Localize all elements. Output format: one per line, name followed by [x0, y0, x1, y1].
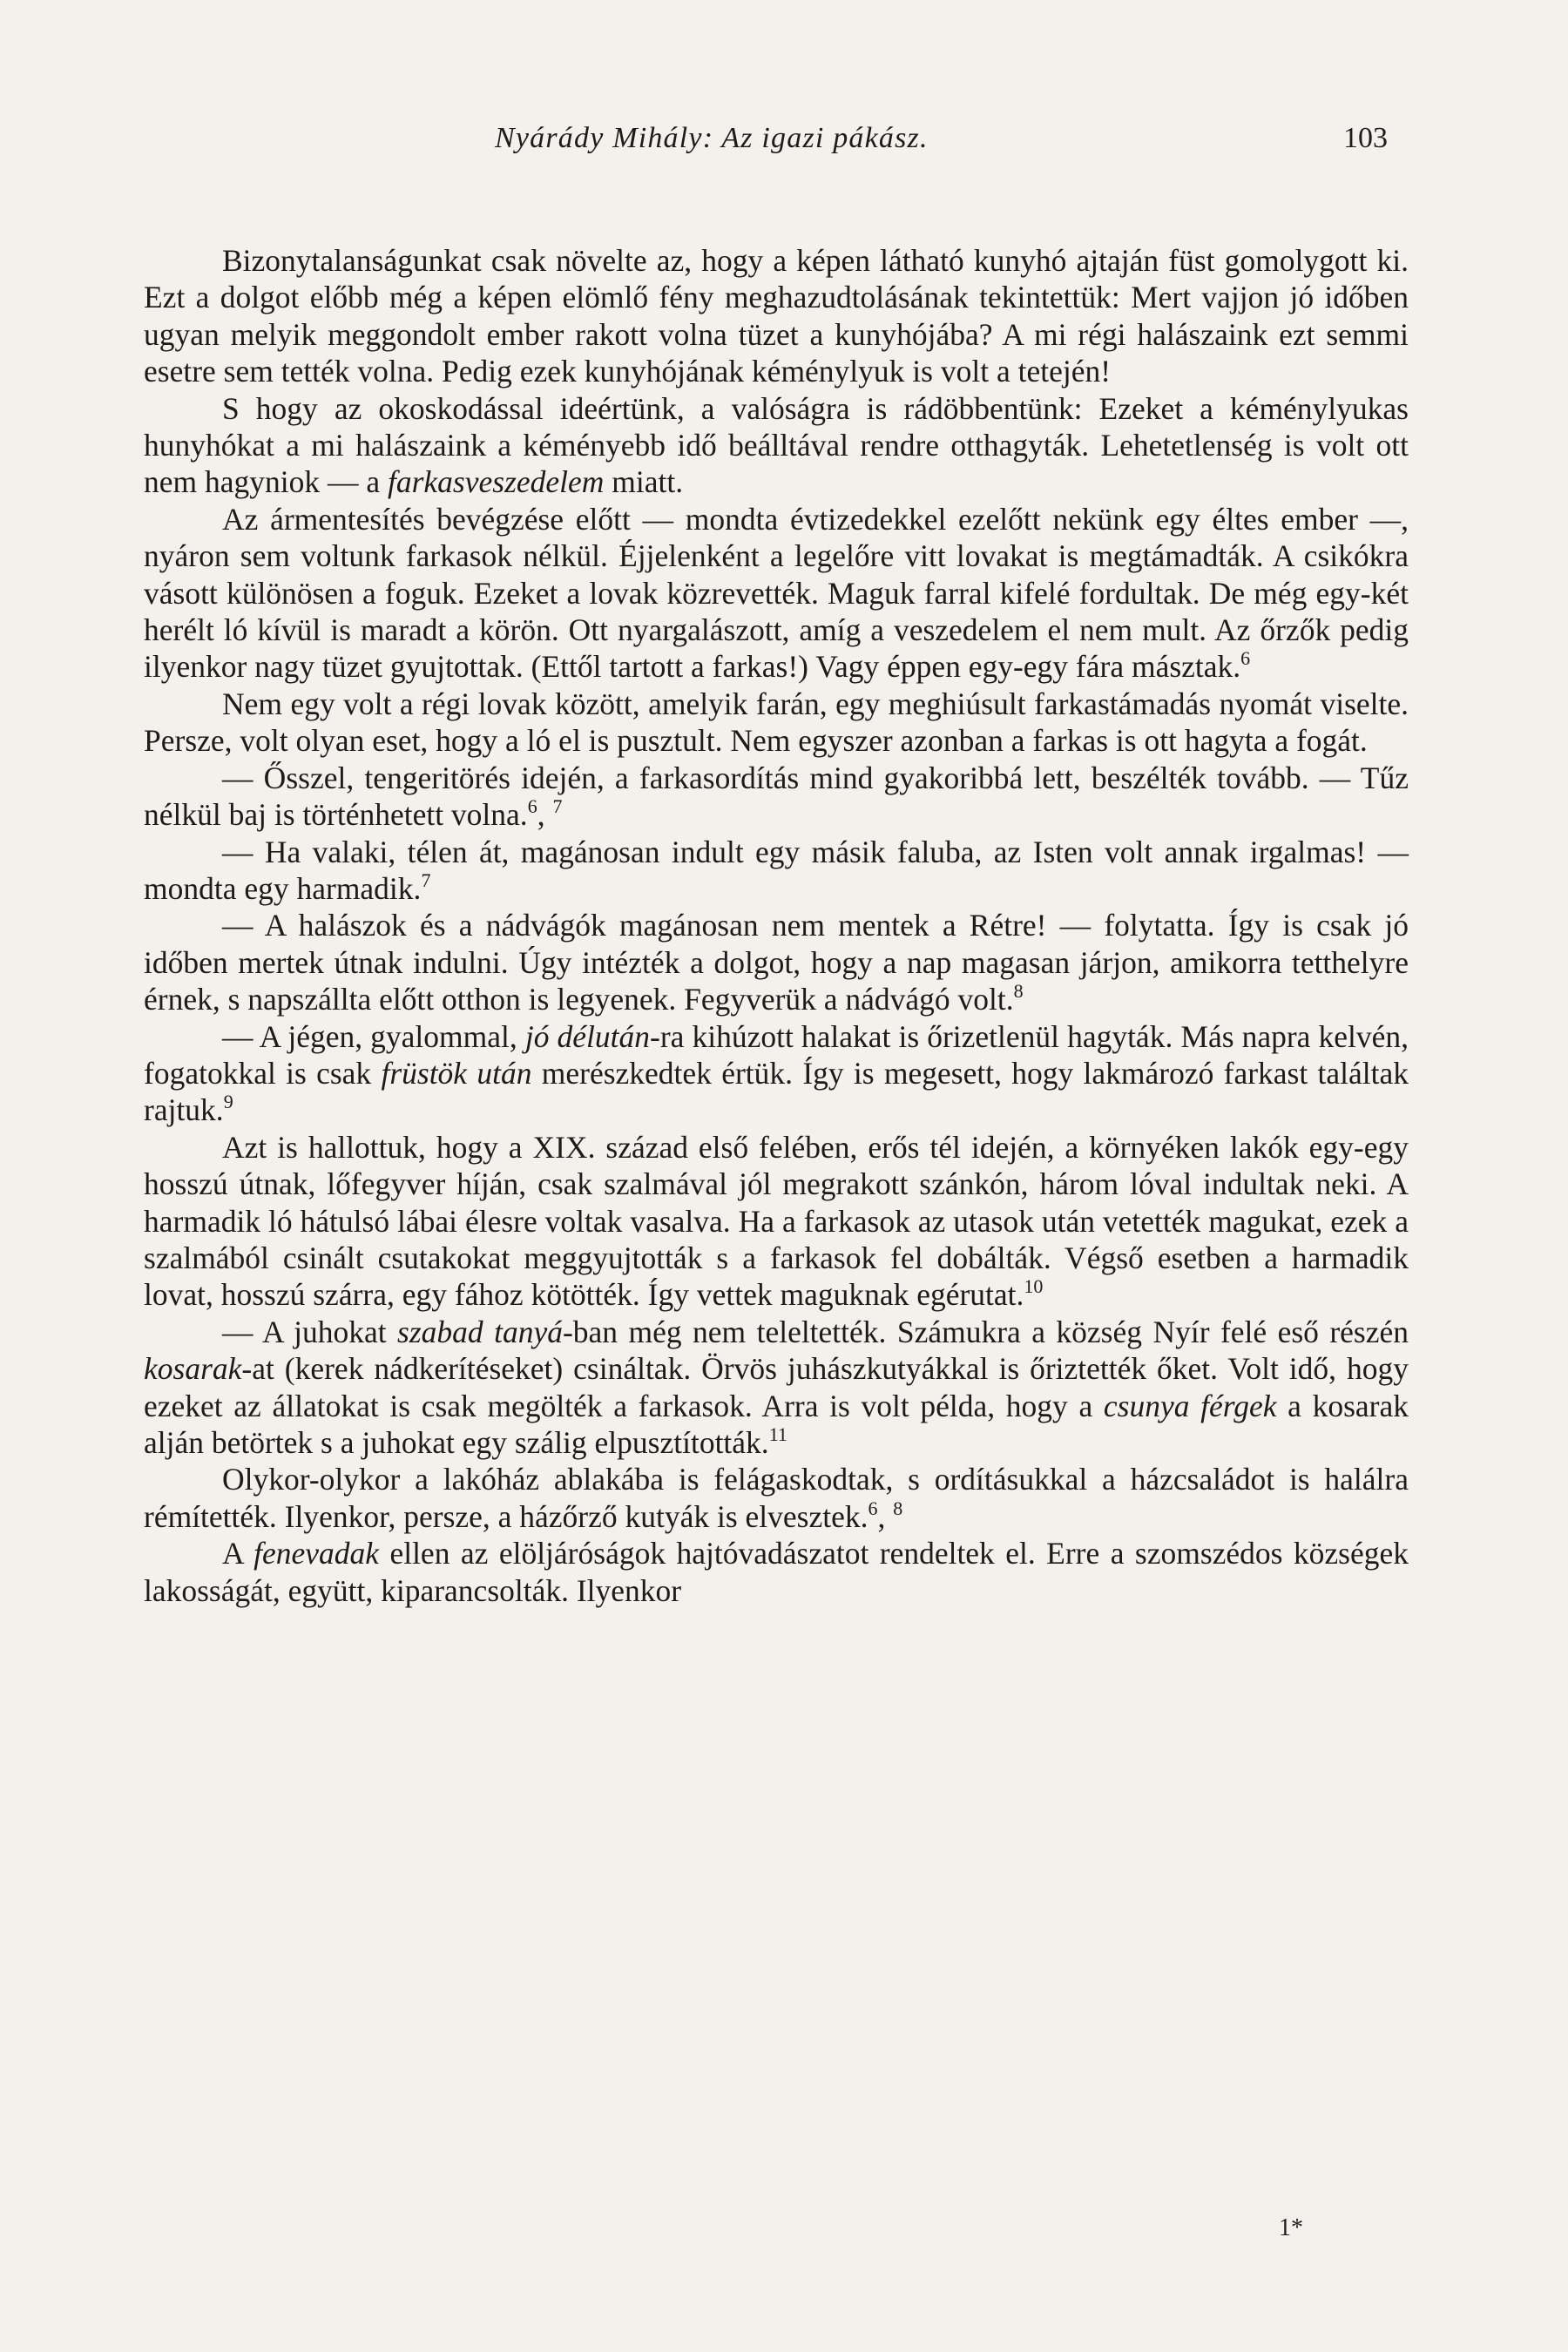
text-run: miatt.: [604, 464, 684, 500]
paragraph: [144, 760, 1409, 834]
running-head: Nyárády Mihály: Az igazi pákász.: [495, 122, 929, 154]
text-run: Olykor-olykor a lakóház ablakába is felágaskodtak, s ordításukkal a házcsaládot is halálra rémítették. Ilyenkor, persze, a házőrző kutyák is elvesztek.: [144, 1462, 1409, 1534]
signature-mark: 1*: [1279, 2214, 1303, 2241]
text-run: ,: [877, 1498, 894, 1534]
text-run: -ra kihúzott halakat is őrizetlenül hagyták. Más napra kelvén, fogatokkal is csak: [144, 1018, 1409, 1091]
text-run: — Ha valaki, télen át, magánosan indult egy másik faluba, az Isten volt annak irgalmas! — mondta egy harmadik.: [144, 834, 1409, 906]
text-run: merészkedtek értük. Így is megesett, hogy lakmározó farkast találtak rajtuk.: [144, 1055, 1409, 1128]
italic-term: früstök után: [381, 1055, 532, 1091]
italic-term: csunya férgek: [1103, 1388, 1277, 1423]
text-run: Azt is hallottuk, hogy a XIX. század első felében, erős tél idején, a környéken lakók egy-egy hosszú útnak, lőfegyver híján, csak szalmával jól megrakott szánkón, három lóval indultak neki. A harmadik ló hátulsó lábai élesre voltak vasalva. Ha a farkasok az utasok után vetették magukat, ezek a szalmából csinált csutakokat meggyujtották s a farkasok fel dobálták. Végső esetben a harmadik lovat, hosszú szárra, egy fához kötötték. Így vettek maguknak egérutat.: [144, 1129, 1409, 1313]
paragraph: [144, 1129, 1409, 1314]
page-header: [0, 122, 1568, 174]
footnote-ref: 9: [223, 1091, 233, 1113]
italic-term: farkasveszedelem: [388, 464, 605, 500]
text-run: Az ármentesítés bevégzése előtt — mondta évtizedekkel ezelőtt nekünk egy éltes ember —, nyáron sem voltunk farkasok nélkül. Éjjelenként a legelőre vitt lovakat is megtámadták. A csikókra vásott különösen a foguk. Ezeket a lovak közrevették. Maguk farral kifelé fordultak. De még egy-két herélt ló kívül is maradt a körön. Ott nyargalászott, amíg a veszedelem el nem mult. Az őrzők pedig ilyenkor nagy tüzet gyujtottak. (Ettől tartott a farkas!) Vagy éppen egy-egy fára másztak.: [144, 501, 1409, 685]
paragraph: [144, 1018, 1409, 1129]
paragraph: [144, 686, 1409, 760]
text-run: ,: [537, 797, 553, 833]
italic-term: jó délután: [524, 1018, 651, 1054]
text-run: — Ősszel, tengeritörés idején, a farkasordítás mind gyakoribbá lett, beszélték tovább. — Tűz nélkül baj is történhetett volna.: [144, 760, 1409, 833]
page-number: 103: [1343, 122, 1388, 154]
text-run: A: [222, 1536, 254, 1571]
italic-term: fenevadak: [253, 1536, 380, 1571]
text-run: -at (kerek nádkerítéseket) csináltak. Örvös juhászkutyákkal is őriztették őket. Volt idő, hogy ezeket az állatokat is csak megölték a farkasok. Arra is volt példa, hogy a: [144, 1351, 1409, 1423]
paragraph: [144, 1314, 1409, 1462]
text-run: — A halászok és a nádvágók magánosan nem mentek a Rétre! — folytatta. Így is csak jó időben mertek útnak indulni. Úgy intézték a dolgot, hogy a nap magasan járjon, amikorra tetthelyre érnek, s napszállta előtt otthon is legyenek. Fegyverük a nádvágó volt.: [144, 908, 1409, 1017]
text-run: Bizonytalanságunkat csak növelte az, hogy a képen látható kunyhó ajtaján füst gomolygott ki. Ezt a dolgot előbb még a képen elömlő fény meghazudtolásának tekintettük: Mert vajjon jó időben ugyan melyik meggondolt ember rakott volna tüzet a kunyhójába? A mi régi halászaink ezt semmi esetre sem tették volna. Pedig ezek kunyhójának kéménylyuk is volt a tetején!: [144, 243, 1409, 389]
footnote-ref: 6: [1240, 647, 1251, 670]
paragraph: [144, 1461, 1409, 1535]
paragraph: [144, 907, 1409, 1017]
text-run: Nem egy volt a régi lovak között, amelyik farán, egy meghiúsult farkastámadás nyomát viselte. Persze, volt olyan eset, hogy a ló el is pusztult. Nem egyszer azonban a farkas is ott hagyta a fogát.: [144, 686, 1409, 759]
text-run: — A juhokat: [222, 1314, 398, 1349]
body-text: [144, 242, 1409, 1609]
footnote-ref: 6: [868, 1497, 878, 1519]
paragraph: [144, 390, 1409, 501]
footnote-ref: 8: [893, 1497, 903, 1519]
italic-term: szabad tanyá: [397, 1314, 563, 1349]
footnote-ref: 6: [527, 795, 537, 818]
footnote-ref: 11: [768, 1423, 787, 1445]
paragraph: [144, 834, 1409, 908]
paragraph: [144, 1535, 1409, 1609]
footnote-ref: 7: [552, 795, 563, 818]
paragraph: [144, 242, 1409, 390]
text-run: a kosarak alján betörtek s a juhokat egy szálig elpusztították.: [144, 1388, 1409, 1460]
text-run: S hogy az okoskodással ideértünk, a valóságra is rádöbbentünk: Ezeket a kéménylyukas hunyhókat a mi halászaink a kéményebb idő beálltával rendre otthagyták. Lehetetlenség is volt ott nem hagyniok — a: [144, 390, 1409, 500]
footnote-ref: 8: [1013, 980, 1024, 1003]
text-run: -ban még nem teleltették. Számukra a község Nyír felé eső részén: [562, 1314, 1409, 1349]
paragraph: [144, 501, 1409, 686]
footnote-ref: 10: [1024, 1275, 1044, 1298]
italic-term: kosarak: [144, 1351, 242, 1387]
text-run: ellen az elöljáróságok hajtóvadászatot rendeltek el. Erre a szomszédos községek lakosságát, együtt, kiparancsolták. Ilyenkor: [144, 1536, 1409, 1608]
footnote-ref: 7: [421, 868, 431, 891]
text-run: — A jégen, gyalommal,: [222, 1018, 525, 1054]
